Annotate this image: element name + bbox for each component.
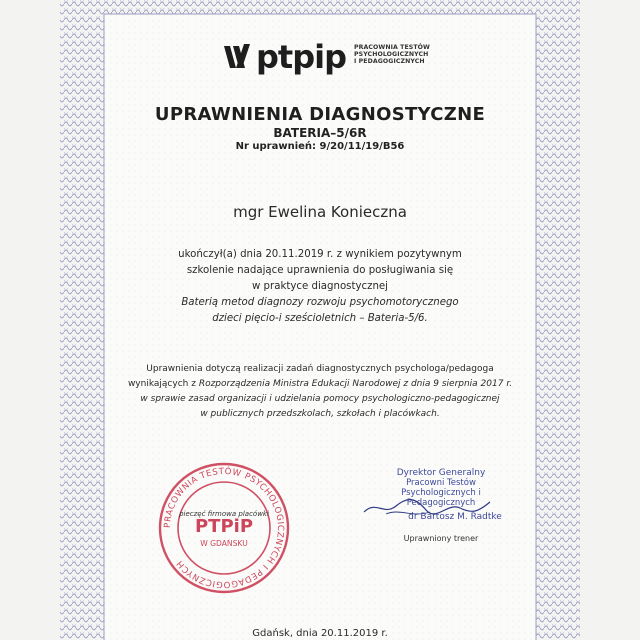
battery-name: BATERIA–5/6R [273,126,367,140]
company-seal [156,460,292,596]
stamp-line-1: Dyrektor Generalny [396,468,486,478]
legal-line-1: Uprawnienia dotyczą realizacji zadań diagnostycznych psychologa/pedagoga [146,364,494,374]
stamp-name: dr Bartosz M. Radtke [408,512,502,522]
issue-place-date: Gdańsk, dnia 20.11.2019 r. [252,628,388,639]
seal-city-text: W GDAŃSKU [200,539,248,548]
ptpip-logo [222,38,430,78]
legal-line-2a: wynikających z [127,379,196,389]
body-line-2: szkolenie nadające uprawnienia do posługiwania się [186,265,454,276]
body-line-1: ukończył(a) dnia 20.11.2019 r. z wynikiem pozytywnym [178,249,462,260]
logo-tagline-line-1: PRACOWNIA TESTÓW [354,44,430,51]
legal-line-3: w sprawie zasad organizacji i udzielania pomocy psychologiczno-pedagogicznej [140,394,500,404]
license-number: Nr uprawnień: 9/20/11/19/B56 [235,141,405,152]
logo-tagline-line-2: PSYCHOLOGICZNYCH [354,51,429,58]
legal-line-4: w publicznych przedszkolach, szkołach i placówkach. [200,409,440,419]
body-italic-line-2: dzieci pięcio-i sześcioletnich – Bateria-5/6. [212,313,428,324]
legal-line-2c: z dnia 9 sierpnia 2017 r. [403,379,513,389]
seal-caption: pieczęć firmowa placówki [179,510,269,518]
certificate-body [0,247,640,327]
body-line-3: w praktyce diagnostycznej [251,281,389,292]
legal-basis [0,362,640,422]
seal-ring-text: PRACOWNIA TESTÓW PSYCHOLOGICZNYCH I PEDAGOGICZNYCH [162,466,286,590]
body-italic-line-1: Baterią metod diagnozy rozwoju psychomotorycznego [181,297,459,308]
legal-line-2 [0,377,640,392]
logo-tagline [354,44,434,65]
legal-line-2b: Rozporządzenia Ministra Edukacji Narodowej [198,379,401,389]
logo-name: ptpip [256,38,346,76]
stamp-line-2: Pracowni Testów [406,478,476,488]
logo-slash-icon [222,42,256,70]
recipient-name: mgr Ewelina Konieczna [233,203,407,221]
seal-center-text: PTPiP [194,516,254,537]
logo-tagline-line-3: I PEDAGOGICZNYCH [354,58,425,65]
certificate-title: UPRAWNIENIA DIAGNOSTYCZNE [154,104,486,125]
stamp-line-3: Psychologicznych i Pedagogicznych [401,488,481,508]
trainer-label: Uprawniony trener [403,534,479,543]
